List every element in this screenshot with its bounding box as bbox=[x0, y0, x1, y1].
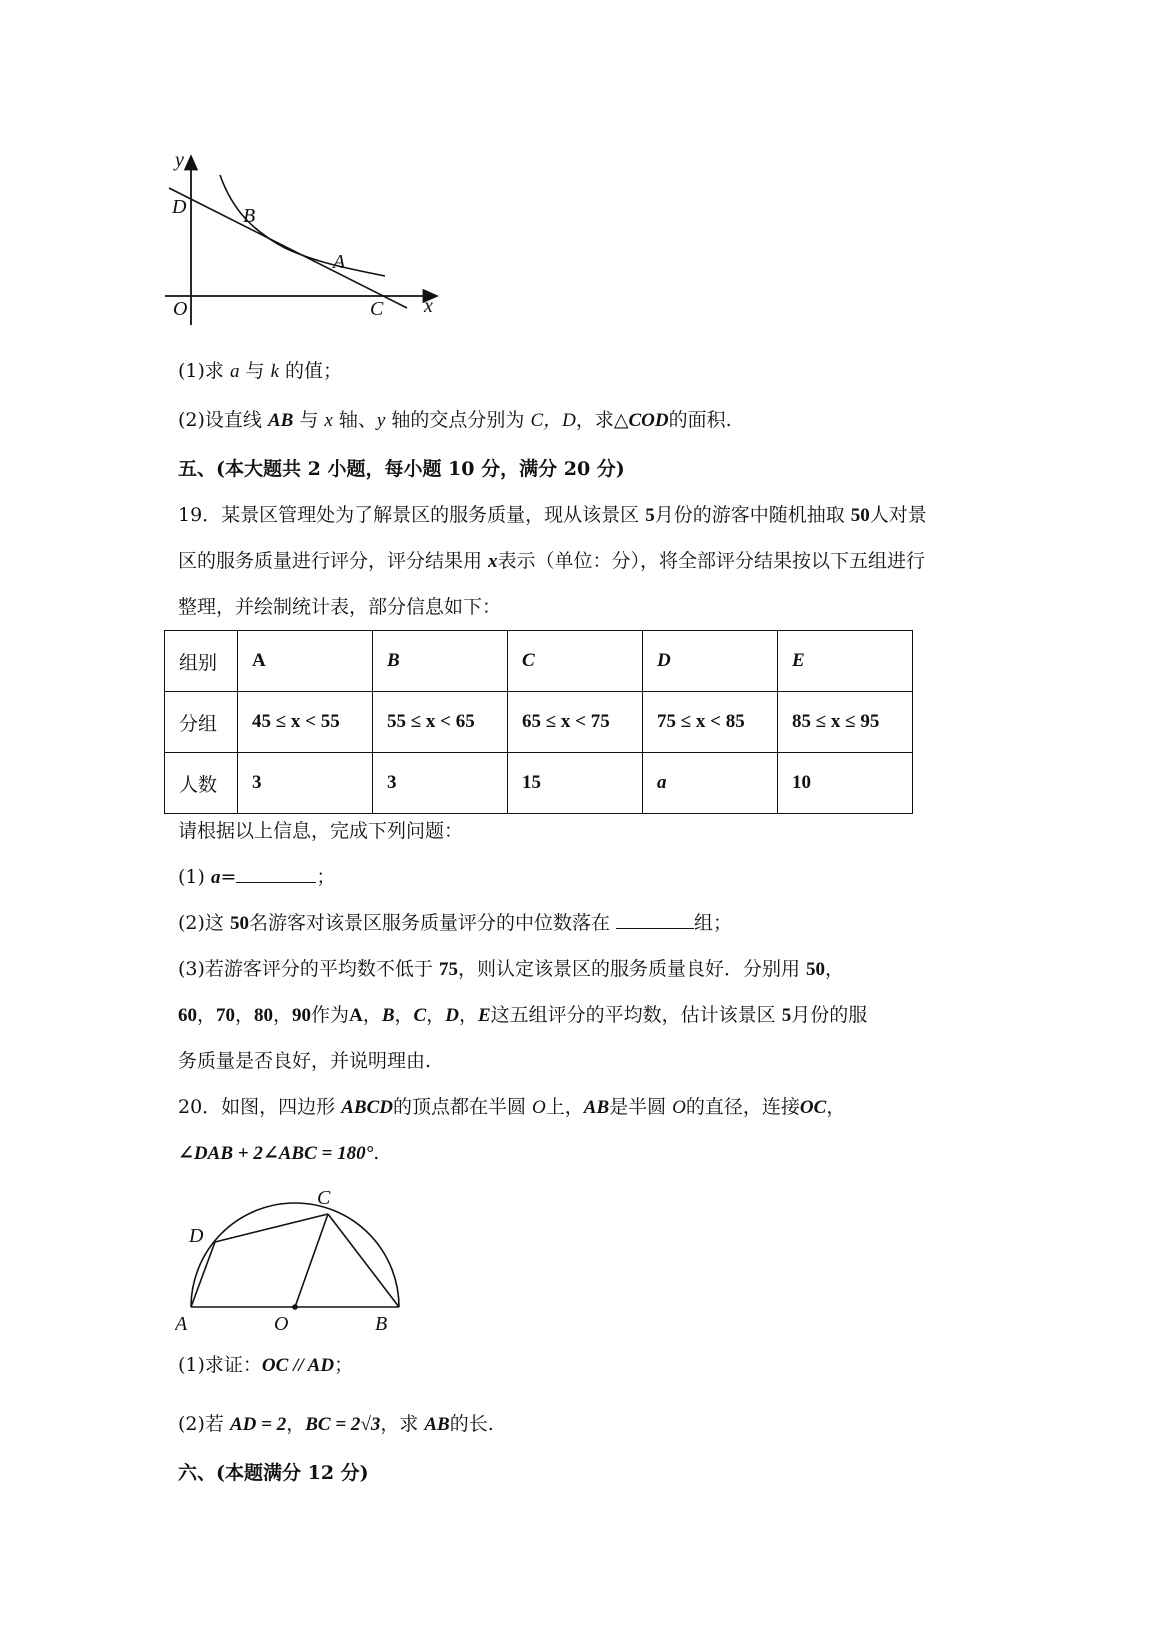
coordinate-figure bbox=[165, 150, 455, 335]
section-6-heading: 六、(本题满分 12 分) bbox=[178, 1462, 369, 1484]
q19-line1: 19．某景区管理处为了解景区的服务质量，现从该景区 5月份的游客中随机抽取 50人对景 bbox=[178, 504, 927, 526]
statistics-table bbox=[164, 630, 913, 814]
q20-line2: ∠DAB + 2∠ABC = 180°. bbox=[178, 1142, 380, 1164]
label-c: C bbox=[370, 298, 384, 320]
table-row bbox=[165, 692, 913, 753]
segment-dc bbox=[215, 1214, 328, 1242]
cell-count-b: 3 bbox=[373, 753, 508, 814]
label-c2: C bbox=[317, 1187, 331, 1209]
section-5-heading: 五、(本大题共 2 小题，每小题 10 分，满分 20 分) bbox=[178, 458, 625, 480]
cell-count-c: 15 bbox=[508, 753, 643, 814]
segment-ad bbox=[191, 1242, 215, 1307]
cell-range-c: 65 ≤ x < 75 bbox=[508, 692, 643, 753]
center-point bbox=[292, 1304, 298, 1310]
cell-range-e: 85 ≤ x ≤ 95 bbox=[778, 692, 913, 753]
label-a: A bbox=[333, 251, 346, 273]
q20-part2: (2)若 AD = 2，BC = 2√3，求 AB的长. bbox=[178, 1413, 494, 1435]
q18-part2: (2)设直线 AB 与 x 轴、y 轴的交点分别为 C，D，求△COD的面积. bbox=[178, 409, 732, 431]
semicircle-figure bbox=[175, 1184, 415, 1332]
cell-range-d: 75 ≤ x < 85 bbox=[643, 692, 778, 753]
cell-count-a: 3 bbox=[238, 753, 373, 814]
answer-blank[interactable] bbox=[236, 864, 316, 883]
cell-range-b: 55 ≤ x < 65 bbox=[373, 692, 508, 753]
q20-line1: 20．如图，四边形 ABCD的顶点都在半圆 O上，AB是半圆 O的直径，连接OC， bbox=[178, 1096, 846, 1118]
line-ab bbox=[169, 188, 407, 308]
q19-part2: (2)这 50名游客对该景区服务质量评分的中位数落在 组； bbox=[178, 912, 733, 934]
row-head-count: 人数 bbox=[165, 753, 238, 814]
label-x: x bbox=[424, 295, 433, 317]
q19-line2: 区的服务质量进行评分，评分结果用 x表示（单位：分），将全部评分结果按以下五组进行 bbox=[178, 550, 926, 572]
q20-part1: (1)求证：OC // AD； bbox=[178, 1354, 354, 1376]
cell-group-c: C bbox=[508, 631, 643, 692]
cell-count-d: a bbox=[643, 753, 778, 814]
q19-part3-line3: 务质量是否良好，并说明理由. bbox=[178, 1050, 432, 1072]
label-o: O bbox=[173, 298, 188, 320]
label-d: D bbox=[172, 196, 187, 218]
q19-part1: (1) a= ； bbox=[178, 866, 336, 888]
label-d2: D bbox=[189, 1225, 204, 1247]
label-a2: A bbox=[175, 1313, 188, 1332]
segment-oc bbox=[295, 1214, 328, 1307]
label-b: B bbox=[243, 205, 256, 227]
table-row bbox=[165, 753, 913, 814]
table-row bbox=[165, 631, 913, 692]
q19-part3-line2: 60，70，80，90作为A，B，C，D，E这五组评分的平均数，估计该景区 5月份的服 bbox=[178, 1004, 868, 1026]
semicircle-arc bbox=[191, 1203, 399, 1307]
q19-intro: 请根据以上信息，完成下列问题： bbox=[178, 820, 464, 842]
cell-group-a: A bbox=[238, 631, 373, 692]
q18-part1: (1)求 a 与 k 的值； bbox=[178, 360, 343, 382]
cell-group-d: D bbox=[643, 631, 778, 692]
cell-range-a: 45 ≤ x < 55 bbox=[238, 692, 373, 753]
row-head-range: 分组 bbox=[165, 692, 238, 753]
label-y: y bbox=[175, 150, 184, 171]
q19-line3: 整理，并绘制统计表，部分信息如下： bbox=[178, 596, 502, 618]
answer-blank[interactable] bbox=[616, 910, 694, 929]
cell-group-e: E bbox=[778, 631, 913, 692]
cell-group-b: B bbox=[373, 631, 508, 692]
q19-part3-line1: (3)若游客评分的平均数不低于 75，则认定该景区的服务质量良好．分别用 50， bbox=[178, 958, 845, 980]
label-o2: O bbox=[274, 1313, 289, 1332]
cell-count-e: 10 bbox=[778, 753, 913, 814]
row-head-group: 组别 bbox=[165, 631, 238, 692]
label-b2: B bbox=[375, 1313, 388, 1332]
